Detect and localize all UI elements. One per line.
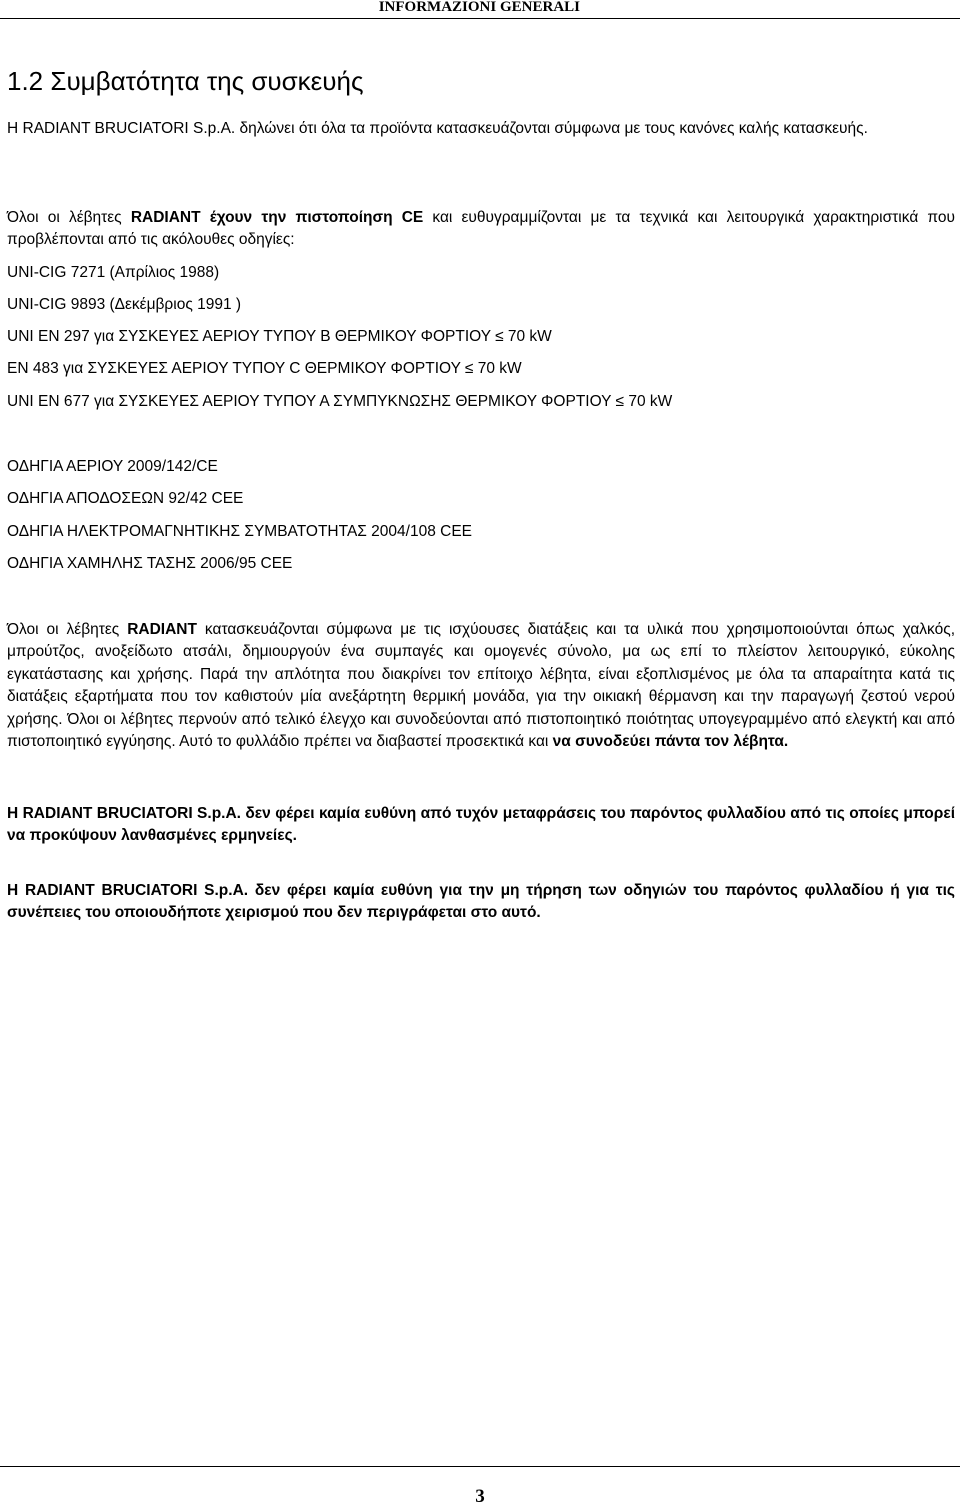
directive-item: ΟΔΗΓΙΑ ΑΠΟΔΟΣΕΩΝ 92/42 CEE [7, 490, 244, 507]
directive-item: ΟΔΗΓΙΑ ΧΑΜΗΛΗΣ ΤΑΣΗΣ 2006/95 CEE [7, 555, 293, 572]
body-text-bold-2: να συνοδεύει πάντα τον λέβητα. [552, 733, 789, 751]
standard-item: UNI EN 297 για ΣΥΣΚΕΥΕΣ ΑΕΡΙΟΥ ΤΥΠΟΥ B ΘΕΡΜΙΚΟΥ ΦΟΡΤΙΟΥ ≤ 70 kW [7, 328, 552, 345]
ce-text-2: και ευθυγραμμίζονται με τα τεχνικά και λειτουργικά χαρακτηριστικά που προβλέπονται από τις ακόλουθες οδηγίες: [7, 209, 955, 248]
ce-text-1: Όλοι οι λέβητες [7, 209, 131, 226]
ce-paragraph [7, 207, 955, 251]
disclaimer-instructions: Η RADIANT BRUCIATORI S.p.A. δεν φέρει καμία ευθύνη για την μη τήρηση των οδηγιών του παρόντος φυλλαδίου ή για τις συνέπειες του οποιουδήποτε χειρισμού που δεν περιγράφεται στο αυτό. [7, 882, 955, 921]
header-rule [0, 18, 960, 19]
section-title: 1.2 Συμβατότητα της συσκευής [7, 66, 364, 96]
page-number: 3 [475, 1486, 485, 1507]
disclaimer-translation: Η RADIANT BRUCIATORI S.p.A. δεν φέρει καμία ευθύνη από τυχόν μεταφράσεις του παρόντος φυλλαδίου από τις οποίες μπορεί να προκύψουν λανθασμένες ερμηνείες. [7, 805, 955, 844]
body-text-1: Όλοι οι λέβητες [7, 621, 128, 638]
body-paragraph [7, 619, 955, 753]
directive-item: ΟΔΗΓΙΑ ΗΛΕΚΤΡΟΜΑΓΝΗΤΙΚΗΣ ΣΥΜΒΑΤΟΤΗΤΑΣ 2004/108 CEE [7, 523, 472, 540]
standard-item: UNI EN 677 για ΣΥΣΚΕΥΕΣ ΑΕΡΙΟΥ ΤΥΠΟΥ Α ΣΥΜΠΥΚΝΩΣΗΣ ΘΕΡΜΙΚΟΥ ΦΟΡΤΙΟΥ ≤ 70 kW [7, 393, 673, 410]
body-text-bold-1: RADIANT [127, 621, 197, 638]
intro-paragraph: Η RADIANT BRUCIATORI S.p.A. δηλώνει ότι όλα τα προϊόντα κατασκευάζονται σύμφωνα με τους κανόνες καλής κατασκευής. [7, 120, 868, 137]
body-text-2: κατασκευάζονται σύμφωνα με τις ισχύουσες διατάξεις και τα υλικά που χρησιμοποιούνται όπως χαλκός, μπρούτζος, ανοξείδωτο ατσάλι, δημιουργούν ένα συμπαγές και ομογενές σύνολο, μα ως επί το πλείστον λειτουργικό, εύκολης εγκατάστασης και χρήσης. Παρά την απλότητα που διακρίνει τον επίτοιχο λέβητα, είναι εξοπλισμένος με όλα τα απαραίτητα κατά τις διατάξεις εξαρτήματα που τον καθιστούν μία ανεξάρτητη θερμική μονάδα, για την οικιακή θέρμανση και την παραγωγή ζεστού νερού χρήσης. Όλοι οι λέβητες περνούν από τελικό έλεγχο και συνοδεύονται από πιστοποιητικό ποιότητας υπογεγραμμένο από ελεγκτή και από πιστοποιητικό εγγύησης. Αυτό το φυλλάδιο πρέπει να διαβαστεί προσεκτικά και [7, 621, 955, 751]
standard-item: EN 483 για ΣΥΣΚΕΥΕΣ ΑΕΡΙΟΥ ΤΥΠΟΥ C ΘΕΡΜΙΚΟΥ ΦΟΡΤΙΟΥ ≤ 70 kW [7, 360, 522, 377]
standard-item: UNI-CIG 9893 (Δεκέμβριος 1991 ) [7, 296, 242, 313]
directive-item: ΟΔΗΓΙΑ ΑΕΡΙΟΥ 2009/142/CE [7, 458, 218, 475]
standard-item: UNI-CIG 7271 (Απρίλιος 1988) [7, 264, 220, 281]
section-header: INFORMAZIONI GENERALI [378, 0, 580, 15]
ce-text-bold: RADIANT έχουν την πιστοποίηση CE [130, 209, 424, 226]
footer-rule [0, 1466, 960, 1467]
page-header [0, 0, 960, 20]
